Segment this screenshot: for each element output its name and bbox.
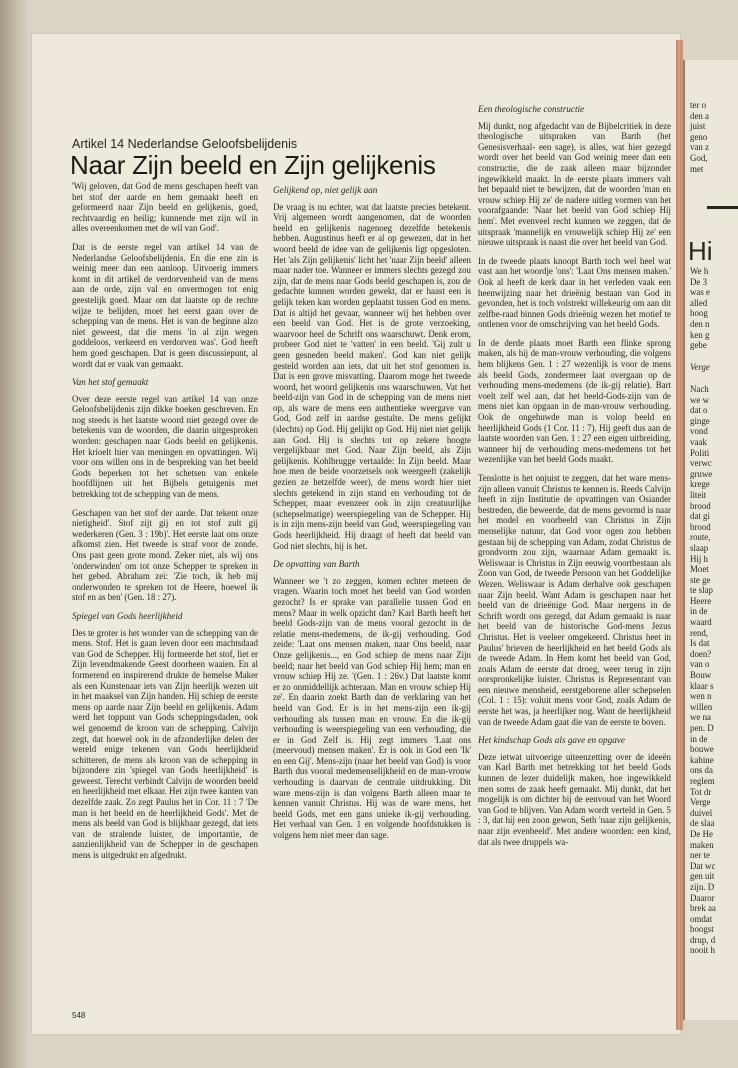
section-heading: Het kindschap Gods als gave en opgave [478, 735, 625, 746]
right-page-text-a: We h De 3 was e alled hoog den n ken g gebe [690, 266, 710, 351]
paragraph: Over deze eerste regel van artikel 14 van onze Geloofsbelijdenis zijn dikke boeken geschreven. En nog steeds is het laatste woord niet gezegd over de betekenis van de woorden, die daarin uitgesproken worden: geschapen naar Gods beeld en gelijkenis. Het krioelt hier van meningen en opvattingen. Wij voor ons willen ons in de bespreking van het beeld Gods beperken tot het schetsen van enkele hoofdlijnen uit het Bijbels getuigenis met betrekking tot de schepping van de mens. [72, 393, 258, 500]
paragraph: Wanneer we 't zo zeggen, komen echter meteen de vragen. Waarin toch moet het beeld van God worden gezocht? Is er sprake van parallelie tussen God en mens? Maar in welk opzicht dan? Karl Barth heeft het beeld Gods-zijn van de mens vooral gezocht in de relatie mens-medemens, de ik-gij verhouding. God zeide: 'Laat ons mensen maken, naar Ons beeld, naar Onze gelijkenis..., en God schiep de mens naar Zijn beeld; naar het beeld van God schiep Hij hem; man en vrouw schiep Hij ze. '(Gen. 1 : 26v.) Dat laatste komt er zo onmiddellijk achteraan. Man en vrouw schiep Hij ze'. En daarin zoekt Barth dan de verklaring van het beeld van God. Er is in het mens-zijn een ik-gij verhouding als tussen man en vrouw. En die ik-gij verhouding is weerspiegeling van een verhouding, die er in God Zelf is. Hij zegt immers 'Laat ons (meervoud) mensen maken'. Er is ook in God een 'Ik' en een Gij'. Mens-zijn (naar het beeld van God) is voor Barth dus vooral medemenselijkheid en de man-vrouw verhouding is daarvan de centrale uitdrukking. Dit ware mens-zijn is dan volgens Barth alleen maar te kennen vanuit Christus. Hij was de ware mens, het beeld Gods, met een gans unieke ik-gij verhouding. Het verhaal van Gen. 1 en volgende hoofdstukken is volgens hem niet meer dan sage. [273, 575, 471, 841]
section-heading: De opvatting van Barth [273, 559, 360, 570]
article-kicker: Artikel 14 Nederlandse Geloofsbelijdenis [72, 137, 298, 151]
paragraph: In de tweede plaats knoopt Barth toch wel heel wat vast aan het woordje 'ons': 'Laat Ons mensen maken.' Ook al heeft de kerk daar in het verleden vaak een heenwijzing naar het drieënig bestaan van God in gevonden, het is toch volstrekt willekeurig om aan dit zelfbe-raad binnen Gods drieënig wezen het motief te ontlenen voor de omschrijving van het beeld Gods. [478, 255, 671, 330]
paragraph: Tenslotte is het onjuist te zeggen, dat het ware mens-zijn alleen vanuit Christus te kennen is. Reeds Calvijn heeft in zijn Institutie de opvattingen van Osiander bestreden, die beweerde, dat de mens gevormd is naar het model en voorbeeld van Christus in Zijn menselijke natuur, dat God voor ogen zou hebben gestaan bij de schepping van Adam, zodat Christus de grondvorm zou zijn, waarnaar Adam gemaakt is. Weliswaar is Christus in Zijn eeuwig voortbestaan als Zoon van God, de tweede Persoon van het Goddelijke Wezen. Weliswaar is Adam derhalve ook geschapen naar Zijn beeld. Want Adam is geschapen naar het beeld van de drieënige God. Maar nergens in de Schrift wordt ons gezegd, dat Adam gemaakt is naar het beeld van de historische God-mens Jezus Christus. Het is veeleer omgekeerd. Christus heet in Paulus' brieven de heerlijkheid en het beeld Gods als de tweede Adam. In Hem komt het beeld van God, zoals Adam de eerste dat droeg, weer terug in zijn oorspronkelijke luister. Christus is Representant van een nieuwe mensheid, eerstgeborene aller schepselen (Col. 1 : 15): voluit mens voor God, zoals Adam de eerste het was, ja heerlijker nog. Want de heerlijkheid van de tweede Adam gaat die van de eerste te boven. [478, 473, 671, 727]
section-heading: Een theologische constructie [478, 104, 585, 114]
page-number: 548 [72, 1011, 86, 1020]
right-page-rule [707, 206, 738, 209]
right-page-fragment [683, 60, 738, 1020]
column-2 [273, 181, 471, 989]
paragraph: 'Wij geloven, dat God de mens geschapen heeft van het stof der aarde en hem gemaakt heeft en geformeerd naar Zijn beeld en gelijkenis, goed, rechtvaardig en heilig; kunnende met zijn wil in alles overeenkomen met de wil van God'. [72, 181, 258, 234]
column-3 [478, 100, 671, 990]
page-shadow [0, 0, 30, 1068]
paragraph: Dat is de eerste regel van artikel 14 van de Nederlandse Geloofsbelijdenis. En die ene zin is weinig meer dan een aanloop. Uitvoerig immers komt in dit artikel de verdorvenheid van de mens aan de orde, zijn val en onvermogen tot enig geestelijk goed. Maar om dat laatste op de rechte wijze te belijden, moet het eerst gaan over de schepping van de mens. Het is van de beginne alzo niet geweest, dat die mens 'in al zijn wegen goddeloos, verkeerd en verdorven was'. God heeft hem goed geschapen. Dat is geen discussiepunt, al wordt dat er vaak van gemaakt. [72, 241, 258, 369]
paragraph: Mij dunkt, nog afgedacht van de Bijbelcritiek in deze theologische uitspraken van Barth (het Genesisverhaal- een sage), is alles, wat hier gezegd wordt over het beeld van God weinig meer dan een constructie, die de zaak alleen maar bijzonder ingewikkeld maakt. In de eerste plaats immers valt het bepaald niet te bewijzen, dat de woorden 'man en vrouw schiep Hij ze' de nadere uitleg vormen van het voorafgaande: 'Naar het beeld van God schiep Hij hem'. Met evenveel recht kunnen we zeggen, dat de uitspraak 'mannelijk en vrouwelijk schiep Hij ze' een nieuwe uitspraak is naast die over het beeld van God. [478, 120, 671, 248]
paragraph: Deze ietwat uitvoerige uiteenzetting over de ideeën van Karl Barth met betrekking tot het beeld Gods kunnen de lezer duidelijk maken, hoe ingewikkeld men soms de zaak heeft gemaakt. Mij dunkt, dat het mogelijk is om dichter bij de eenvoud van het Woord van God te blijven. Van Adam wordt verteld in Gen. 5 : 3, dat hij een zoon gewon, Seth 'naar zijn gelijkenis, naar zijn evenbeeld'. Met andere woorden: een kind, dat als twee druppels wa- [478, 751, 671, 847]
right-page-text-top: ter o den a juist geno van z God, met [690, 100, 709, 174]
article-title: Naar Zijn beeld en Zijn gelijkenis [70, 150, 436, 180]
right-page-heading: Hi [688, 236, 713, 266]
right-page-italic-heading: Verge [690, 362, 710, 372]
paragraph: In de derde plaats moet Barth een flinke sprong maken, als hij de man-vrouw verhouding, die volgens hem blijkens Gen. 1 : 27 wezenlijk is voor de mens als beeld Gods, zondermeer laat overgaan op de verhouding mens-medemens (de ik-gij relatie). Bart voelt zelf wel aan, dat het beeld-Gods-zijn van de mens niet kan opgaan in de man-vrouw verhouding. Ook de ongehuwde man is volop beeld en heerlijkheid Gods (1 Cor. 11 : 7). Hij geeft dus aan de laatste woorden van Gen. 1 : 27 een eigen uitbreiding, wanneer hij de verhouding mens-medemens tot het wezenlijke van het beeld Gods maakt. [478, 337, 671, 465]
section-heading: Gelijkend op, niet gelijk aan [273, 185, 378, 195]
paragraph: Des te groter is het wonder van de schepping van de mens. Stof. Het is gaan leven door een machtsdaad van God de Schepper. Hij formeerde het stof, liet er Zijn levendmakende Geest doorheen waaien. En al formerend en inspirerend drukte de hemelse Maker als een Kunstenaar iets van Zijn heerlijk wezen uit in het maaksel van Zijn handen. Hij schiep de eerste mens op aarde naar Zijn beeld en gelijkenis. Adam werd het toppunt van Gods scheppingsdaden, ook wel genoemd de kroon van de schepping. Calvijn zegt, dat hoewel ook in de afzonderlijke delen der wereld enige tekenen van Gods heerlijkheid schitteren, de mens als kroon van de schepping in bijzondere zin 'spiegel van Gods heerlijkheid' is geweest. Terecht verbindt Calvijn de woorden beeld en heerlijkheid met elkaar. Het zijn twee kanten van dezelfde zaak. Zo zegt Paulus het in Cor. 11 : 7 'De man is het beeld en de heerlijkheid Gods'. Met de mens als beeld van God is blijkbaar gezegd, dat iets van de stralende luister, de importantie, de aanzienlijkheid van de Schepper in de geschapen mens is uitgedrukt en afgedrukt. [72, 627, 258, 861]
right-page-text-b: Nach we w dat o ginge vond vaak Politi verwc gruwe krege liteit brood dat gi brood route, slaap Hij h Moet ste ge te slap Heere in de waard rend, Is dat doen? van o Bouw klaar s wen n willen we na pen. D in de bouwe kabine ons da reglem Tot dr Verge duivel de slaa De He maken ner te Dat wc gen uit zijn. D Daaror brek aa omdat boogst drup, d nooit h [690, 384, 716, 956]
paragraph: Geschapen van het stof der aarde. Dat tekent onze nietigheid'. Stof zijt gij en tot stof zult gij wederkeren (Gen. 3 : 19b)'. Het eerste laat ons onze afkomst zien. Het tweede is straf voor de zonde. Ons past geen grote mond. Zeker niet, als wij ons 'onderwinden' om tot onze Schepper te spreken in het gebed. Abraham zei: 'Zie toch, ik heb mij onderwonden te spreken tot de Heere, hoewel ik stof en as ben' (Gen. 18 : 27). [72, 507, 258, 603]
section-heading: Spiegel van Gods heerlijkheid [72, 610, 183, 621]
section-heading: Van het stof gemaakt [72, 377, 149, 388]
column-1 [72, 181, 258, 989]
paragraph: De vraag is nu echter, wat dat laatste precies betekent. Vrij algemeen wordt aangenomen, dat de woorden beeld en gelijkenis nagenoeg dezelfde betekenis hebben. Augustinus heeft er al op gewezen, dat in het woord beeld de idee van de gelijkenis ligt opgesloten. Het 'als Zijn gelijkenis' licht het 'naar Zijn beeld' alleen maar nader toe. Wanneer er immers slechts gezegd zou zijn, dat de mens naar Gods beeld geschapen is, zou de gedachte kunnen worden gewekt, dat er haast een is gelijk teken kan worden geplaatst tussen God en mens. Dat is altijd het gevaar, wanneer wij het hebben over een beeld van God. Het is de grote verzoeking, waarvoor heel de Schrift ons waarschuwt. Denk erom, probeer God niet te 'vatten' in een beeld. 'Gij zult u geen gesneden beeld maken'. God kan niet gelijk gesteld worden aan iets, dat uit het stof genomen is. Dat is een grove misvatting. Daarom moge het tweede woord, het woord gelijkenis ons waarschuwen. Vat het beeld-zijn van God in de schepping van de mens niet op, als ware de mens een authentieke weergave van God, God zelf in aardse gestalte. De mens gelijkt (slechts) op God. Hij gelijkt op God. Hij niet niet gelijk aan God. Hij is slechts tot op zekere hoogte vergelijkbaar met God. Naar Zijn beeld, als Zijn gelijkenis. Kohlbrugge vertaalde: In Zijn beeld. Maar hoe men de beide voorzetsels ook weergeeft (zakelijk gezien ze hetzelfde weer), de mens wordt hier niet slechts getekend in zijn stand en verhouding tot de Schepper, maar evenzeer ook in zijn creatuurlijke (schepselmatige) weerspiegeling van de Schepper. Hij is in zijn mens-zijn beeld van God, weerspiegeling van Gods heerlijkheid. Hij draagt of heeft dat beeld van God niet slechts, hij is het. [273, 201, 471, 551]
